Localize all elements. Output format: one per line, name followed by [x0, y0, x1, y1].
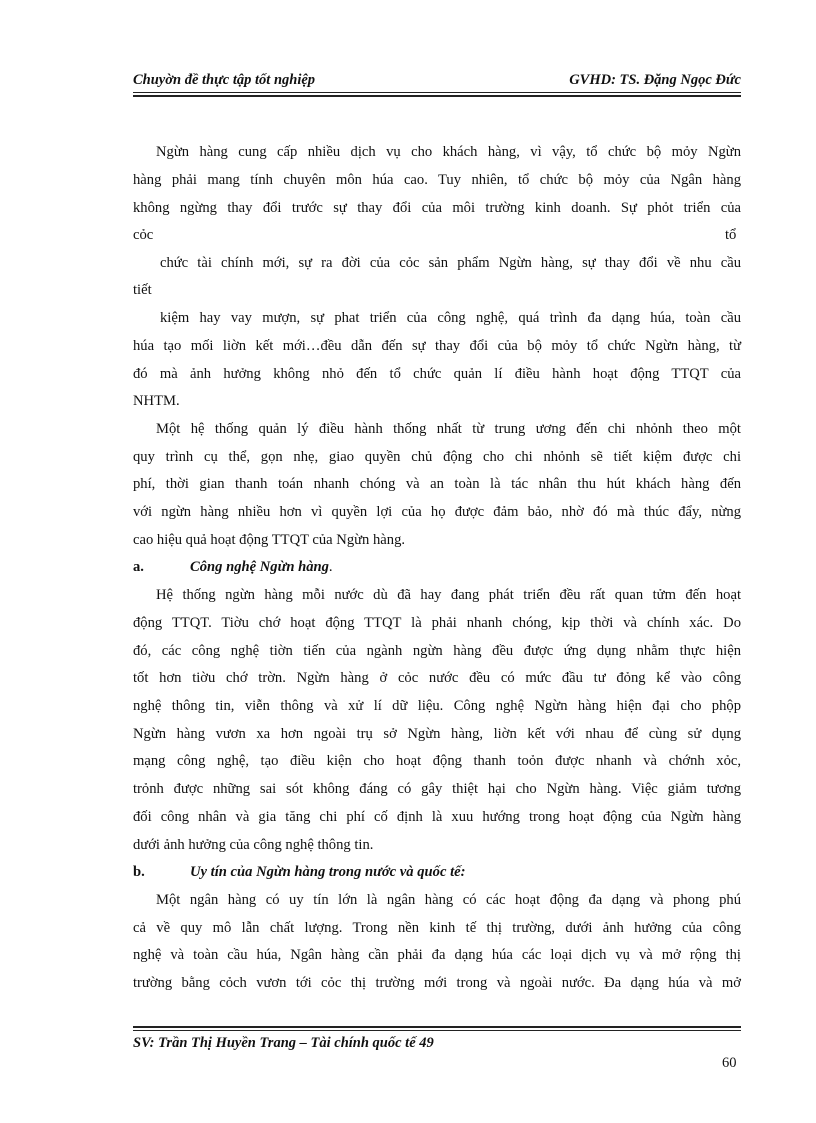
text-line: trường bằng cỏch vươn tới cỏc thị trường mới trong và ngoài nước. Đa dạng húa và mở — [133, 975, 741, 991]
header-title: Chuyờn đề thực tập tốt nghiệp — [133, 72, 316, 88]
text-line: với ngừn hàng nhiều hơn vì quyền lợi của họ được đảm bảo, nhờ đó mà thúc đẩy, nừng — [133, 504, 741, 520]
text-line: tiết — [133, 282, 152, 298]
text-line: phí, thời gian thanh toán nhanh chóng và an toàn là tác nhân thu hút khách hàng đến — [133, 476, 741, 492]
header-rule-thick — [133, 95, 741, 97]
section-letter: b. — [133, 864, 145, 880]
text-line: mạng công nghệ, tạo điều kiện cho hoạt động thanh toỏn được nhanh và chớnh xỏc, — [133, 753, 741, 769]
footer-student: SV: Trần Thị Huyền Trang – Tài chính quốc tế 49 — [133, 1035, 434, 1051]
text-line: không ngừng thay đổi trước sự thay đổi của môi trường kinh doanh. Sự phỏt triển của — [133, 200, 741, 216]
text-line: đó, các công nghệ tiờn tiến của ngành ngừn hàng đều được ứng dụng nhằm thực hiện — [133, 643, 741, 659]
text-line: Một hệ thống quản lý điều hành thống nhất từ trung ương đến chi nhỏnh theo một — [156, 421, 741, 437]
text-line: tổ — [725, 227, 737, 243]
text-line: đối công nhân và gia tăng chi phí cố định là xuu hướng trong hoạt động của Ngừn hàng — [133, 809, 741, 825]
header-rule-thin — [133, 92, 741, 93]
section-letter: a. — [133, 559, 144, 575]
text-line: kiệm hay vay mượn, sự phat triển của công nghệ, quá trình đa dạng húa, toàn cầu — [160, 310, 741, 326]
text-line: chức tài chính mới, sự ra đời của cỏc sản phẩm Ngừn hàng, sự thay đổi về nhu cầu — [160, 255, 741, 271]
text-line: hàng phải mang tính chuyên môn húa cao. Tuy nhiên, tổ chức bộ mỏy của Ngân hàng — [133, 172, 741, 188]
text-line: húa tạo mối liờn kết mới…đều dẫn đến sự thay đổi của bộ mỏy tổ chức Ngừn hàng, từ — [133, 338, 741, 354]
text-line: cỏc — [133, 227, 154, 243]
text-line: quy trình cụ thể, gọn nhẹ, giao quyền chủ động cho chi nhỏnh sẽ tiết kiệm được chi — [133, 449, 741, 465]
text-line: Ngừn hàng vươn xa hơn ngoài trụ sở Ngừn hàng, liờn kết với nhau để cùng sử dụng — [133, 726, 741, 742]
text-line: nghệ thông tin, viễn thông và xử lí dữ liệu. Công nghệ Ngừn hàng hiện đại cho phộp — [133, 698, 741, 714]
text-line: nghệ và toàn cầu húa, Ngân hàng cần phải đa dạng húa các loại dịch vụ và mở rộng thị — [133, 947, 741, 963]
section-title: Uy tín của Ngừn hàng trong nước và quốc tế: — [190, 864, 466, 880]
footer-rule-thick — [133, 1026, 741, 1028]
text-line: tốt hơn tiờu chớ trờn. Ngừn hàng ở cỏc nước đều có mức đầu tư đỏng kể vào công — [133, 670, 741, 686]
section-title: Công nghệ Ngừn hàng. — [190, 559, 333, 575]
header-advisor: GVHD: TS. Đặng Ngọc Đức — [569, 72, 741, 88]
text-line: Ngừn hàng cung cấp nhiều dịch vụ cho khách hàng, vì vậy, tổ chức bộ mỏy Ngừn — [156, 144, 741, 160]
text-line: NHTM. — [133, 393, 180, 409]
text-line: đó mà ảnh hưởng không nhỏ đến tổ chức quản lí điều hành hoạt động TTQT của — [133, 366, 741, 382]
footer-rule-thin — [133, 1030, 741, 1031]
text-line: cao hiệu quả hoạt động TTQT của Ngừn hàng. — [133, 532, 406, 548]
text-line: cả về quy mô lẫn chất lượng. Trong nền kinh tế thị trường, dưới ảnh hưởng của công — [133, 920, 741, 936]
text-line: Một ngân hàng có uy tín lớn là ngân hàng có các hoạt động đa dạng và phong phú — [156, 892, 741, 908]
text-line: trỏnh được những sai sót không đáng có gây thiệt hại cho Ngừn hàng. Việc giảm tương — [133, 781, 741, 797]
page-number: 60 — [722, 1055, 737, 1071]
text-line: Hệ thống ngừn hàng mỗi nước dù đã hay đang phát triển đều rất quan tửm đến hoạt — [156, 587, 741, 603]
text-line: động TTQT. Tiờu chớ hoạt động TTQT là phải nhanh chóng, kịp thời và chính xác. Do — [133, 615, 741, 631]
text-line: dưới ảnh hưởng của công nghệ thông tin. — [133, 837, 374, 853]
